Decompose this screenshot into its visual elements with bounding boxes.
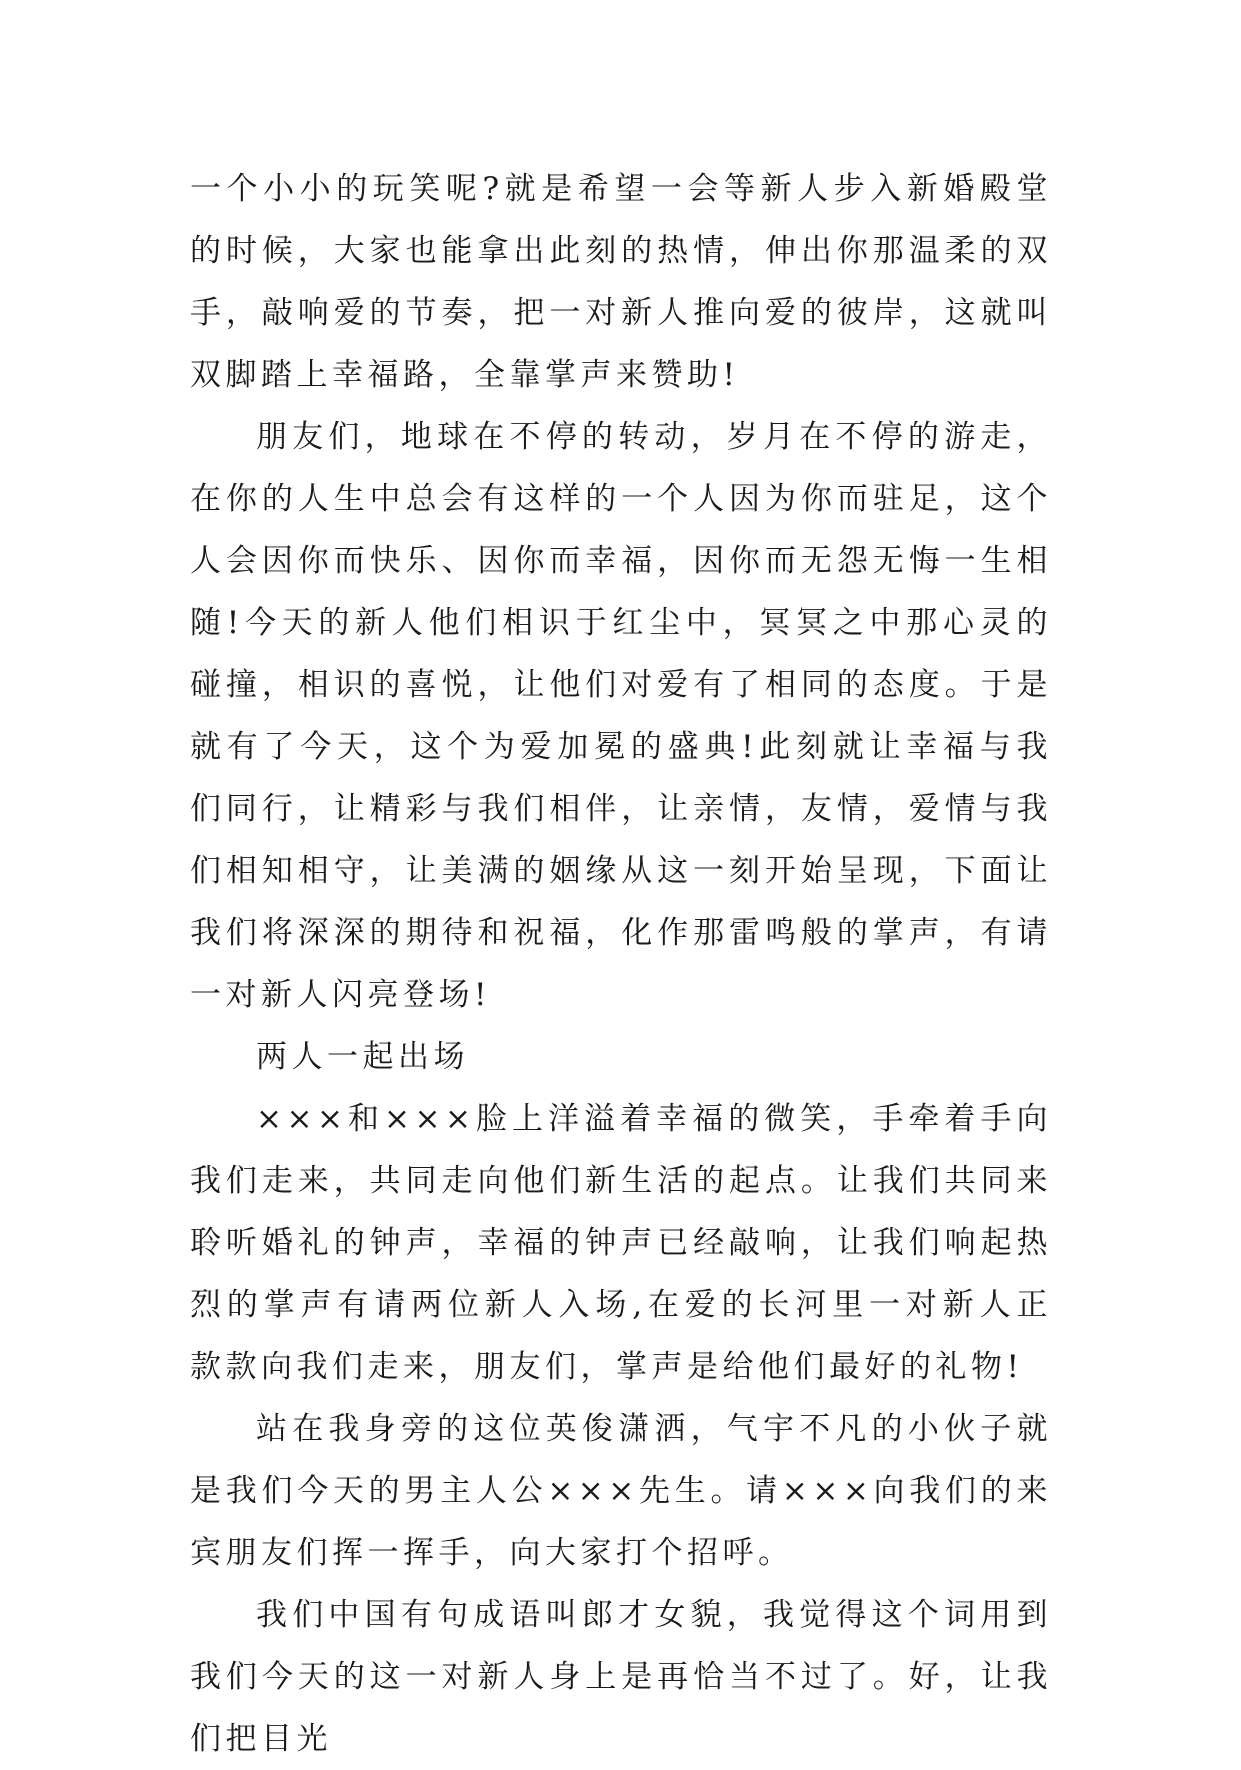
paragraph-4: ×××和×××脸上洋溢着幸福的微笑，手牵着手向我们走来，共同走向他们新生活的起点。让我们共同来聆听婚礼的钟声，幸福的钟声已经敲响，让我们响起热烈的掌声有请两位新人入场,在爱的长河里一对新人正款款向我们走来，朋友们，掌声是给他们最好的礼物! [190, 1101, 1052, 1385]
paragraph-5: 站在我身旁的这位英俊潇洒，气宇不凡的小伙子就是我们今天的男主人公×××先生。请×××向我们的来宾朋友们挥一挥手，向大家打个招呼。 [190, 1411, 1052, 1571]
paragraph-3: 两人一起出场 [256, 1039, 469, 1075]
paragraph-2: 朋友们，地球在不停的转动，岁月在不停的游走，在你的人生中总会有这样的一个人因为你而驻足，这个人会因你而快乐、因你而幸福，因你而无怨无悔一生相随!今天的新人他们相识于红尘中，冥冥之中那心灵的碰撞，相识的喜悦，让他们对爱有了相同的态度。于是就有了今天，这个为爱加冕的盛典!此刻就让幸福与我们同行，让精彩与我们相伴，让亲情，友情，爱情与我们相知相守，让美满的姻缘从这一刻开始呈现，下面让我们将深深的期待和祝福，化作那雷鸣般的掌声，有请一对新人闪亮登场! [190, 419, 1052, 1013]
paragraph-6: 我们中国有句成语叫郎才女貌，我觉得这个词用到我们今天的这一对新人身上是再恰当不过了。好，让我们把目光 [190, 1597, 1052, 1757]
document-page [190, 158, 1052, 1770]
paragraph-1: 一个小小的玩笑呢?就是希望一会等新人步入新婚殿堂的时候，大家也能拿出此刻的热情，伸出你那温柔的双手，敲响爱的节奏，把一对新人推向爱的彼岸，这就叫双脚踏上幸福路，全靠掌声来赞助! [190, 171, 1052, 393]
